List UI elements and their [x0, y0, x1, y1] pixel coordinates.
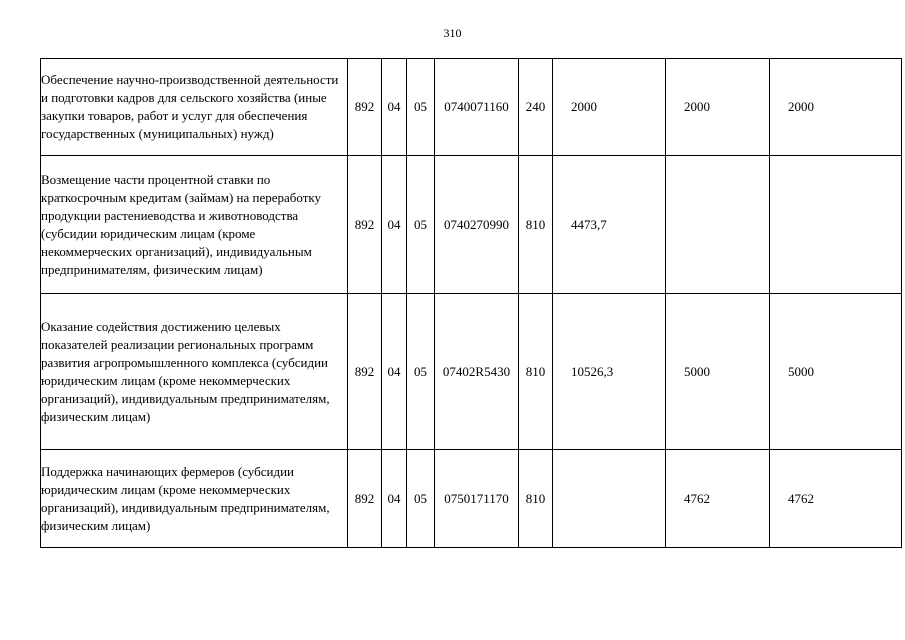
expense-type-code: 810	[519, 156, 553, 294]
amount-value: 4473,7	[571, 216, 607, 232]
amount-year-2	[666, 59, 770, 156]
row-description: Поддержка начинающих фермеров (субсидии юридическим лицам (кроме некоммерческих организаций), индивидуальным предпринимателям, физическим лицам)	[41, 450, 348, 548]
section-code: 04	[382, 156, 407, 294]
amount-year-1	[553, 59, 666, 156]
table-row	[41, 450, 902, 548]
amount-value: 4762	[684, 490, 710, 506]
amount-value: 2000	[788, 99, 814, 114]
subsection-code: 05	[407, 294, 435, 450]
budget-table	[40, 58, 902, 548]
amount-year-2	[666, 156, 770, 294]
amount-year-1	[553, 294, 666, 450]
ministry-code: 892	[348, 450, 382, 548]
section-code: 04	[382, 450, 407, 548]
amount-year-3	[770, 59, 902, 156]
ministry-code: 892	[348, 294, 382, 450]
target-article-code: 0750171170	[435, 450, 519, 548]
page-number: 310	[443, 26, 462, 40]
section-code: 04	[382, 59, 407, 156]
expense-type-code: 810	[519, 294, 553, 450]
row-description: Обеспечение научно-производственной деятельности и подготовки кадров для сельского хозяйства (иные закупки товаров, работ и услуг для обеспечения государственных (муниципальных) нужд)	[41, 59, 348, 156]
expense-type-code: 240	[519, 59, 553, 156]
amount-year-2	[666, 450, 770, 548]
amount-year-3	[770, 156, 902, 294]
amount-value: 5000	[684, 363, 710, 379]
target-article-code: 0740270990	[435, 156, 519, 294]
amount-year-1	[553, 156, 666, 294]
expense-type-code: 810	[519, 450, 553, 548]
row-description: Возмещение части процентной ставки по краткосрочным кредитам (займам) на переработку продукции растениеводства и животноводства (субсидии юридическим лицам (кроме некоммерческих организаций), индивидуальным предпринимателям, физическим лицам)	[41, 156, 348, 294]
row-description: Оказание содействия достижению целевых показателей реализации региональных программ развития агропромышленного комплекса (субсидии юридическим лицам (кроме некоммерческих организаций), индивидуальным предпринимателям, физическим лицам)	[41, 294, 348, 450]
target-article-code: 07402R5430	[435, 294, 519, 450]
amount-value: 10526,3	[571, 363, 614, 379]
amount-value: 4762	[788, 490, 814, 506]
section-code: 04	[382, 294, 407, 450]
amount-year-3	[770, 294, 902, 450]
amount-year-1	[553, 450, 666, 548]
table-row	[41, 59, 902, 156]
subsection-code: 05	[407, 59, 435, 156]
subsection-code: 05	[407, 450, 435, 548]
amount-value: 2000	[684, 99, 710, 114]
amount-value: 5000	[788, 363, 814, 379]
amount-year-3	[770, 450, 902, 548]
ministry-code: 892	[348, 156, 382, 294]
ministry-code: 892	[348, 59, 382, 156]
table-row	[41, 156, 902, 294]
amount-value: 2000	[571, 99, 597, 114]
amount-year-2	[666, 294, 770, 450]
subsection-code: 05	[407, 156, 435, 294]
table-row	[41, 294, 902, 450]
target-article-code: 0740071160	[435, 59, 519, 156]
